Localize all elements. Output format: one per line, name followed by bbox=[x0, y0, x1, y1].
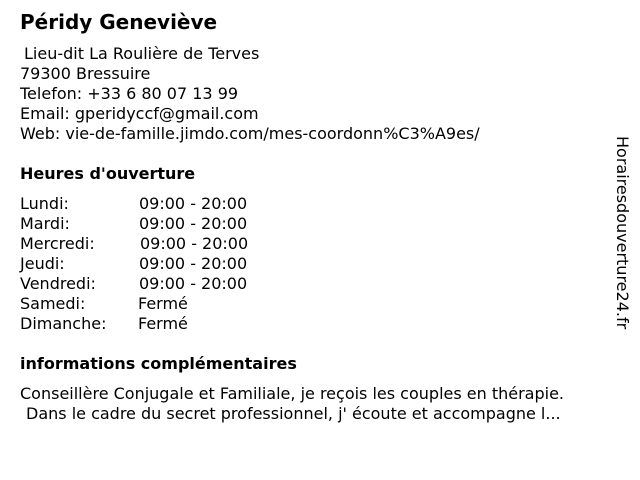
day-label: Samedi: bbox=[20, 294, 86, 313]
web-label: Web: bbox=[20, 124, 61, 143]
day-label: Dimanche: bbox=[20, 314, 107, 333]
day-time: 09:00 - 20:00 bbox=[139, 194, 248, 213]
day-time: 09:00 - 20:00 bbox=[139, 254, 248, 273]
day-label: Jeudi: bbox=[20, 254, 65, 273]
day-time: Fermé bbox=[138, 294, 188, 313]
web-row bbox=[20, 124, 480, 144]
info-heading: informations complémentaires bbox=[20, 354, 297, 373]
day-time: 09:00 - 20:00 bbox=[139, 214, 248, 233]
day-label: Mardi: bbox=[20, 214, 70, 233]
day-time: 09:00 - 20:00 bbox=[140, 234, 249, 253]
day-time: 09:00 - 20:00 bbox=[139, 274, 248, 293]
day-time: Fermé bbox=[138, 314, 188, 333]
email-row bbox=[20, 104, 259, 124]
phone-row bbox=[20, 84, 238, 104]
phone-label: Telefon: bbox=[20, 84, 83, 103]
address-line-1: Lieu-dit La Roulière de Terves bbox=[24, 44, 260, 63]
day-label: Vendredi: bbox=[20, 274, 96, 293]
hours-heading: Heures d'ouverture bbox=[20, 164, 196, 183]
web-link[interactable]: vie-de-famille.jimdo.com/mes-coordonn%C3%A9es/ bbox=[65, 124, 480, 143]
info-text-line-1: Conseillère Conjugale et Familiale, je reçois les couples en thérapie. bbox=[20, 384, 565, 403]
email-label: Email: bbox=[20, 104, 70, 123]
address-line-2: 79300 Bressuire bbox=[20, 64, 151, 83]
day-label: Mercredi: bbox=[20, 234, 95, 253]
info-text-line-2: Dans le cadre du secret professionnel, j' écoute et accompagne l... bbox=[26, 404, 561, 423]
phone-number[interactable]: +33 6 80 07 13 99 bbox=[87, 84, 239, 103]
site-watermark: Horairesdouverture24.fr bbox=[613, 136, 632, 330]
email-link[interactable]: gperidyccf@gmail.com bbox=[74, 104, 259, 123]
business-name: Péridy Geneviève bbox=[20, 10, 218, 34]
day-label: Lundi: bbox=[20, 194, 69, 213]
